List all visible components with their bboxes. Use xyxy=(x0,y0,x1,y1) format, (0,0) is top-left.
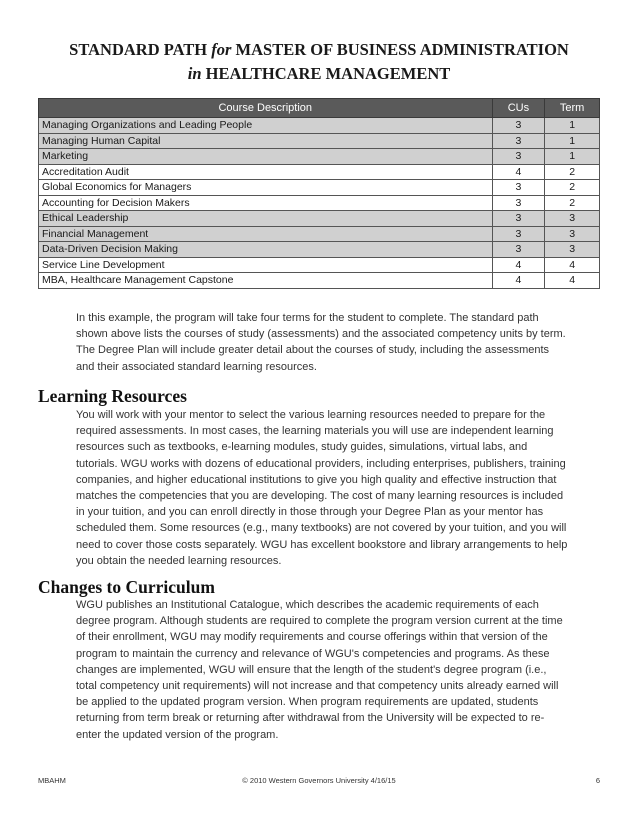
term-cell: 3 xyxy=(545,226,600,242)
title-line-2 xyxy=(0,62,638,86)
title-text: HEALTHCARE MANAGEMENT xyxy=(201,64,451,83)
course-description-cell: Accounting for Decision Makers xyxy=(39,195,493,211)
changes-to-curriculum-heading: Changes to Curriculum xyxy=(38,577,215,597)
table-row xyxy=(39,211,600,227)
footer-page-number: 6 xyxy=(595,776,600,785)
learning-resources-heading: Learning Resources xyxy=(38,386,187,406)
table-row xyxy=(39,257,600,273)
title-italic-in: in xyxy=(187,64,202,83)
course-description-cell: Marketing xyxy=(39,149,493,165)
term-cell: 1 xyxy=(545,149,600,165)
course-description-cell: Data-Driven Decision Making xyxy=(39,242,493,258)
term-cell: 4 xyxy=(545,257,600,273)
term-cell: 3 xyxy=(545,242,600,258)
page-title xyxy=(0,38,638,86)
cus-cell: 3 xyxy=(492,211,545,227)
column-header-course-description: Course Description xyxy=(39,99,493,118)
course-description-cell: Global Economics for Managers xyxy=(39,180,493,196)
table-row xyxy=(39,242,600,258)
term-cell: 2 xyxy=(545,180,600,196)
column-header-cus: CUs xyxy=(492,99,545,118)
table-row xyxy=(39,133,600,149)
cus-cell: 3 xyxy=(492,118,545,134)
term-cell: 1 xyxy=(545,118,600,134)
title-text: MASTER OF BUSINESS ADMINISTRATION xyxy=(231,40,569,59)
footer-program-code: MBAHM xyxy=(38,776,66,785)
cus-cell: 3 xyxy=(492,180,545,196)
term-cell: 2 xyxy=(545,164,600,180)
title-text: STANDARD PATH xyxy=(69,40,212,59)
cus-cell: 3 xyxy=(492,195,545,211)
title-italic-for: for xyxy=(211,40,232,59)
course-description-cell: Managing Organizations and Leading People xyxy=(39,118,493,134)
table-row xyxy=(39,195,600,211)
table-row xyxy=(39,226,600,242)
footer-copyright: © 2010 Western Governors University 4/16/15 xyxy=(242,776,396,785)
course-description-cell: Accreditation Audit xyxy=(39,164,493,180)
course-description-cell: Financial Management xyxy=(39,226,493,242)
course-description-cell: Managing Human Capital xyxy=(39,133,493,149)
cus-cell: 4 xyxy=(492,257,545,273)
learning-resources-body: You will work with your mentor to select the various learning resources needed to prepare for the required assessments. In most cases, the learning materials you will use are independent learning resources such as textbooks, e-learning modules, study guides, simulations, virtual labs, and tutorials. WGU works with dozens of educational providers, including enterprises, publishers, training companies, and higher educational institutions to give you high quality and effective instruction that matches the competencies that you are developing. The cost of many learning resources is included in your tuition, and you can enroll directly in those through your Degree Plan as your mentor has scheduled them. Some resources (e.g., many textbooks) are not covered by your tuition, and you will need to cover those costs separately. WGU has excellent bookstore and library arrangements to help you obtain the needed learning resources. xyxy=(76,409,568,567)
term-cell: 2 xyxy=(545,195,600,211)
term-cell: 3 xyxy=(545,211,600,227)
table-header-row xyxy=(39,99,600,118)
cus-cell: 3 xyxy=(492,133,545,149)
course-description-cell: MBA, Healthcare Management Capstone xyxy=(39,273,493,289)
table-body xyxy=(39,118,600,289)
column-header-term: Term xyxy=(545,99,600,118)
table-row xyxy=(39,273,600,289)
course-description-cell: Service Line Development xyxy=(39,257,493,273)
standard-path-table xyxy=(38,98,600,289)
title-line-1 xyxy=(0,38,638,62)
term-cell: 1 xyxy=(545,133,600,149)
cus-cell: 3 xyxy=(492,149,545,165)
cus-cell: 3 xyxy=(492,226,545,242)
cus-cell: 3 xyxy=(492,242,545,258)
intro-paragraph: In this example, the program will take four terms for the student to complete. The standard path shown above lists the courses of study (assessments) and the associated competency units by term. The Degree Plan will include greater detail about the courses of study, including the assessments and their associated standard learning resources. xyxy=(76,312,566,373)
cus-cell: 4 xyxy=(492,164,545,180)
changes-to-curriculum-body: WGU publishes an Institutional Catalogue, which describes the academic requirements of each degree program. Although students are required to complete the program version current at the time of their enrollment, WGU may modify requirements and course offerings within that version of the program to maintain the currency and relevance of WGU's competencies and programs. As these changes are implemented, WGU will ensure that the length of the student's degree program (i.e., total competency unit requirements) will not increase and that competency units already earned will be applied to the updated program version. When program requirements are updated, students returning from term break or returning after withdrawal from the University will be expected to re-enter the updated version of the program. xyxy=(76,599,563,741)
table-row xyxy=(39,180,600,196)
course-description-cell: Ethical Leadership xyxy=(39,211,493,227)
table-row xyxy=(39,164,600,180)
cus-cell: 4 xyxy=(492,273,545,289)
table-row xyxy=(39,149,600,165)
term-cell: 4 xyxy=(545,273,600,289)
table-row xyxy=(39,118,600,134)
